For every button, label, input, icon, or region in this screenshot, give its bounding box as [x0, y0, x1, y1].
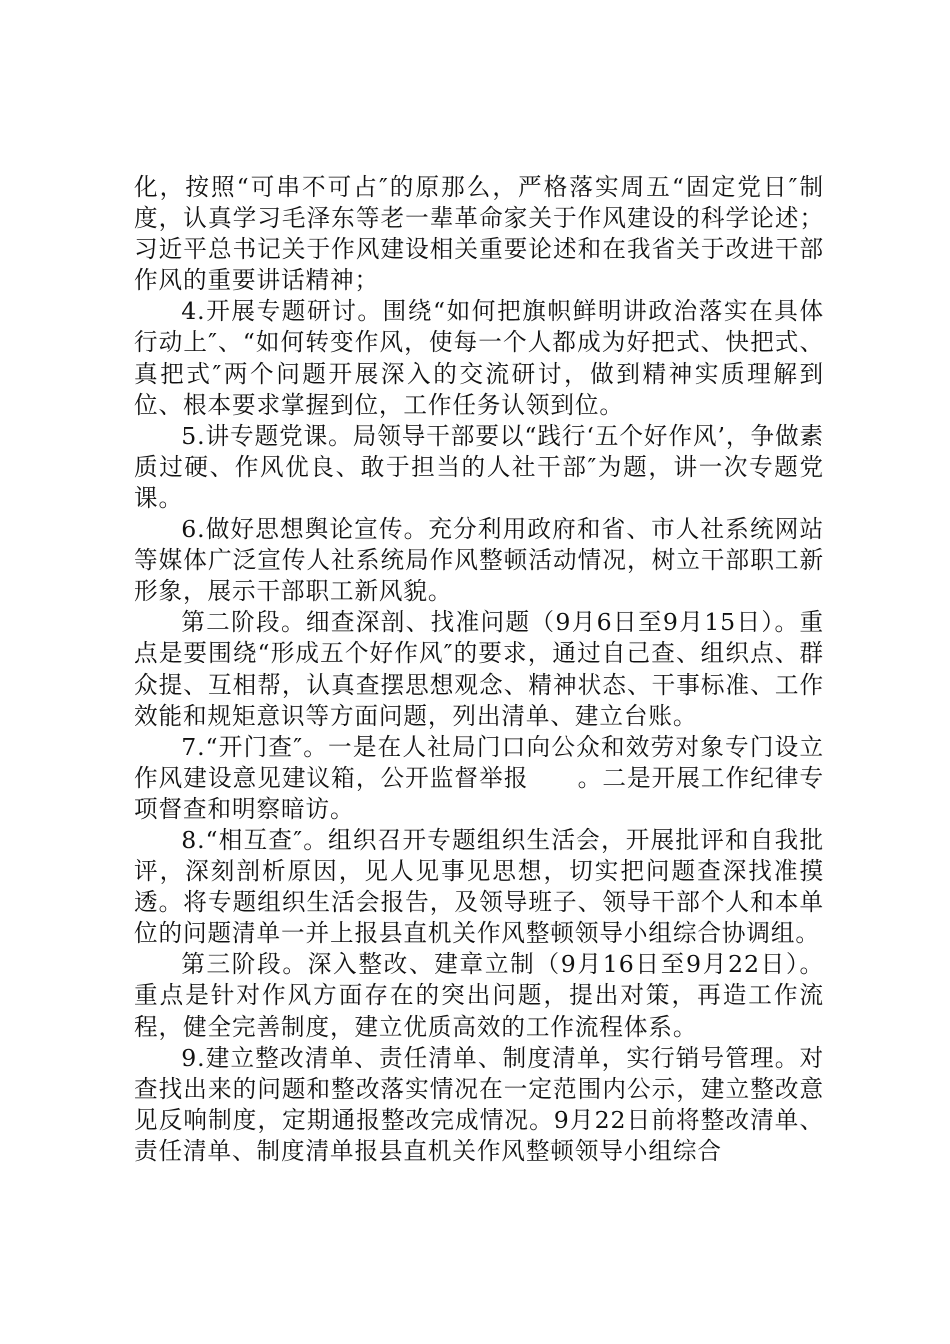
paragraph-stage-3: 第三阶段。深入整改、建章立制（9月16日至9月22日）。重点是针对作风方面存在的突出问题，提出对策，再造工作流程，健全完善制度，建立优质高效的工作流程体系。 — [134, 950, 824, 1041]
paragraph-item-7: 7.“开门查″。一是在人社局门口向公众和效劳对象专门设立作风建设意见建议箱，公开监督举报 。二是开展工作纪律专项督查和明察暗访。 — [134, 732, 824, 823]
paragraph-item-4: 4.开展专题研讨。围绕“如何把旗帜鲜明讲政治落实在具体行动上″、“如何转变作风，使每一个人都成为好把式、快把式、真把式″两个问题开展深入的交流研讨，做到精神实质理解到位、根本要求掌握到位，工作任务认领到位。 — [134, 297, 824, 419]
paragraph-item-8: 8.“相互查″。组织召开专题组织生活会，开展批评和自我批评，深刻剖析原因，见人见事见思想，切实把问题查深找准摸透。将专题组织生活会报告，及领导班子、领导干部个人和本单位的问题清单一并上报县直机关作风整顿领导小组综合协调组。 — [134, 825, 824, 948]
paragraph-study-continuation: 化，按照“可串不可占″的原那么，严格落实周五“固定党日″制度，认真学习毛泽东等老一辈革命家关于作风建设的科学论述；习近平总书记关于作风建设相关重要论述和在我省关于改进干部作风的重要讲话精神； — [134, 173, 824, 295]
document-page — [134, 172, 824, 1167]
paragraph-item-9: 9.建立整改清单、责任清单、制度清单，实行销号管理。对查找出来的问题和整改落实情况在一定范围内公示，建立整改意见反响制度，定期通报整改完成情况。9月22日前将整改清单、责任清单、制度清单报县直机关作风整顿领导小组综合 — [134, 1043, 824, 1165]
paragraph-item-6: 6.做好思想舆论宣传。充分利用政府和省、市人社系统网站等媒体广泛宣传人社系统局作风整顿活动情况，树立干部职工新形象，展示干部职工新风貌。 — [134, 515, 824, 606]
paragraph-stage-2: 第二阶段。细查深剖、找准问题（9月6日至9月15日）。重点是要围绕“形成五个好作风″的要求，通过自己查、组织点、群众提、互相帮，认真查摆思想观念、精神状态、干事标准、工作效能和规矩意识等方面问题，列出清单、建立台账。 — [134, 608, 824, 730]
paragraph-item-5: 5.讲专题党课。局领导干部要以“践行‘五个好作风’，争做素质过硬、作风优良、敢于担当的人社干部″为题，讲一次专题党课。 — [134, 421, 824, 512]
